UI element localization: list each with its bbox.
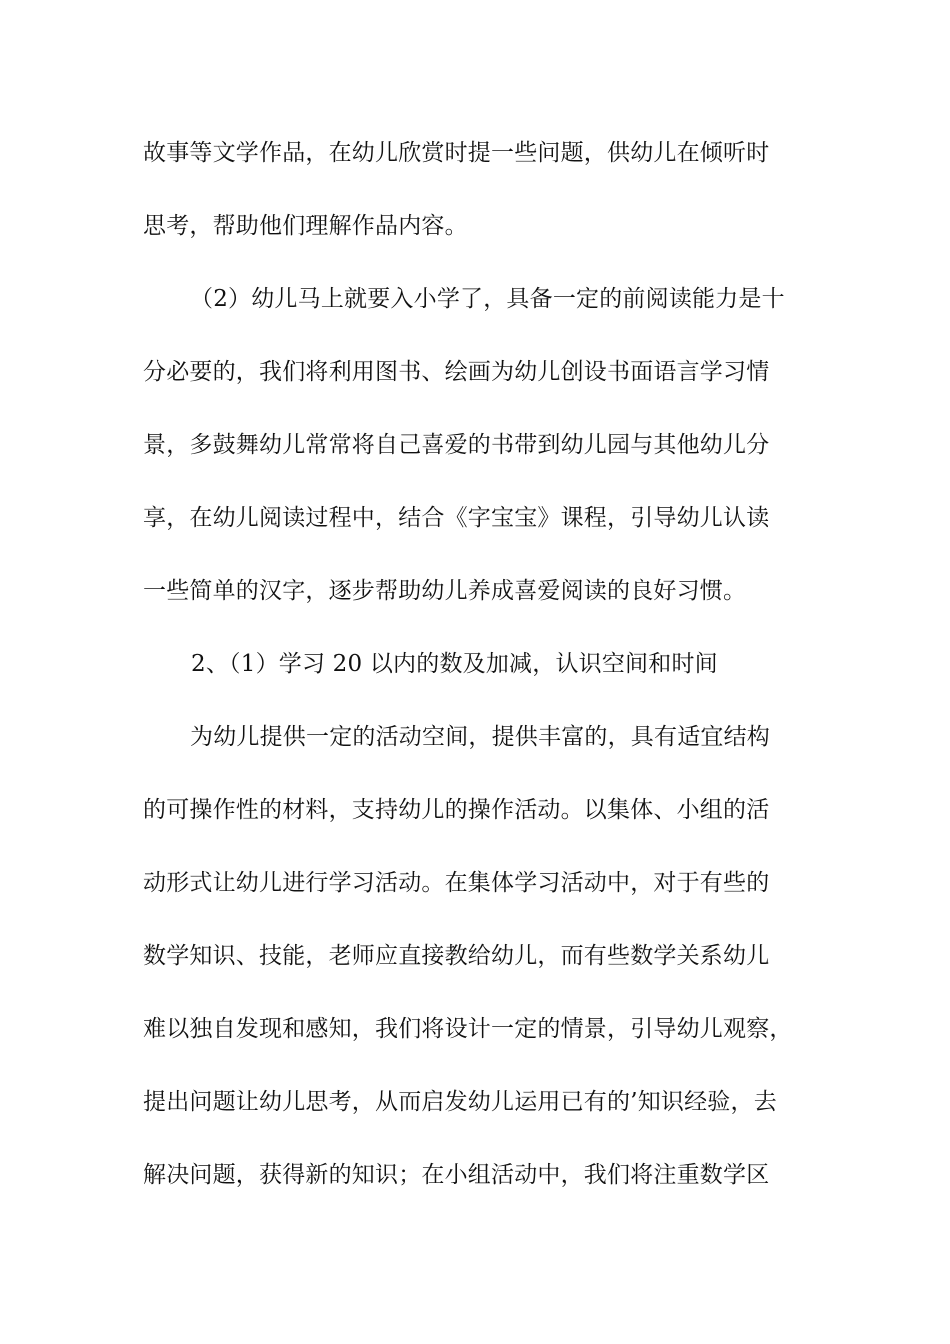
text-line-14: 提出问题让幼儿思考，从而启发幼儿运用已有的’知识经验，去 xyxy=(143,1089,777,1115)
text-line-7: 一些简单的汉字，逐步帮助幼儿养成喜爱阅读的良好习惯。 xyxy=(143,578,747,604)
text-line-11: 动形式让幼儿进行学习活动。在集体学习活动中，对于有些的 xyxy=(143,870,770,896)
text-line-12: 数学知识、技能，老师应直接教给幼儿，而有些数学关系幼儿 xyxy=(143,943,770,969)
paragraph-3-line-1: 为幼儿提供一定的活动空间，提供丰富的，具有适宜结构 xyxy=(190,724,770,750)
text-line-13: 难以独自发现和感知，我们将设计一定的情景，引导幼儿观察， xyxy=(143,1016,793,1042)
text-line-6: 享，在幼儿阅读过程中，结合《字宝宝》课程，引导幼儿认读 xyxy=(143,505,770,531)
text-line-15: 解决问题，获得新的知识；在小组活动中，我们将注重数学区 xyxy=(143,1162,770,1188)
text-line-2: 思考，帮助他们理解作品内容。 xyxy=(143,213,468,239)
paragraph-2-line-1: （2）幼儿马上就要入小学了，具备一定的前阅读能力是十 xyxy=(190,286,785,312)
text-line-1: 故事等文学作品，在幼儿欣赏时提一些问题，供幼儿在倾听时 xyxy=(143,140,770,166)
text-line-4: 分必要的，我们将利用图书、绘画为幼儿创设书面语言学习情 xyxy=(143,359,770,385)
text-line-5: 景，多鼓舞幼儿常常将自己喜爱的书带到幼儿园与其他幼儿分 xyxy=(143,432,770,458)
text-line-10: 的可操作性的材料，支持幼儿的操作活动。以集体、小组的活 xyxy=(143,797,770,823)
section-heading: 2、（1）学习 20 以内的数及加减，认识空间和时间 xyxy=(191,651,718,677)
